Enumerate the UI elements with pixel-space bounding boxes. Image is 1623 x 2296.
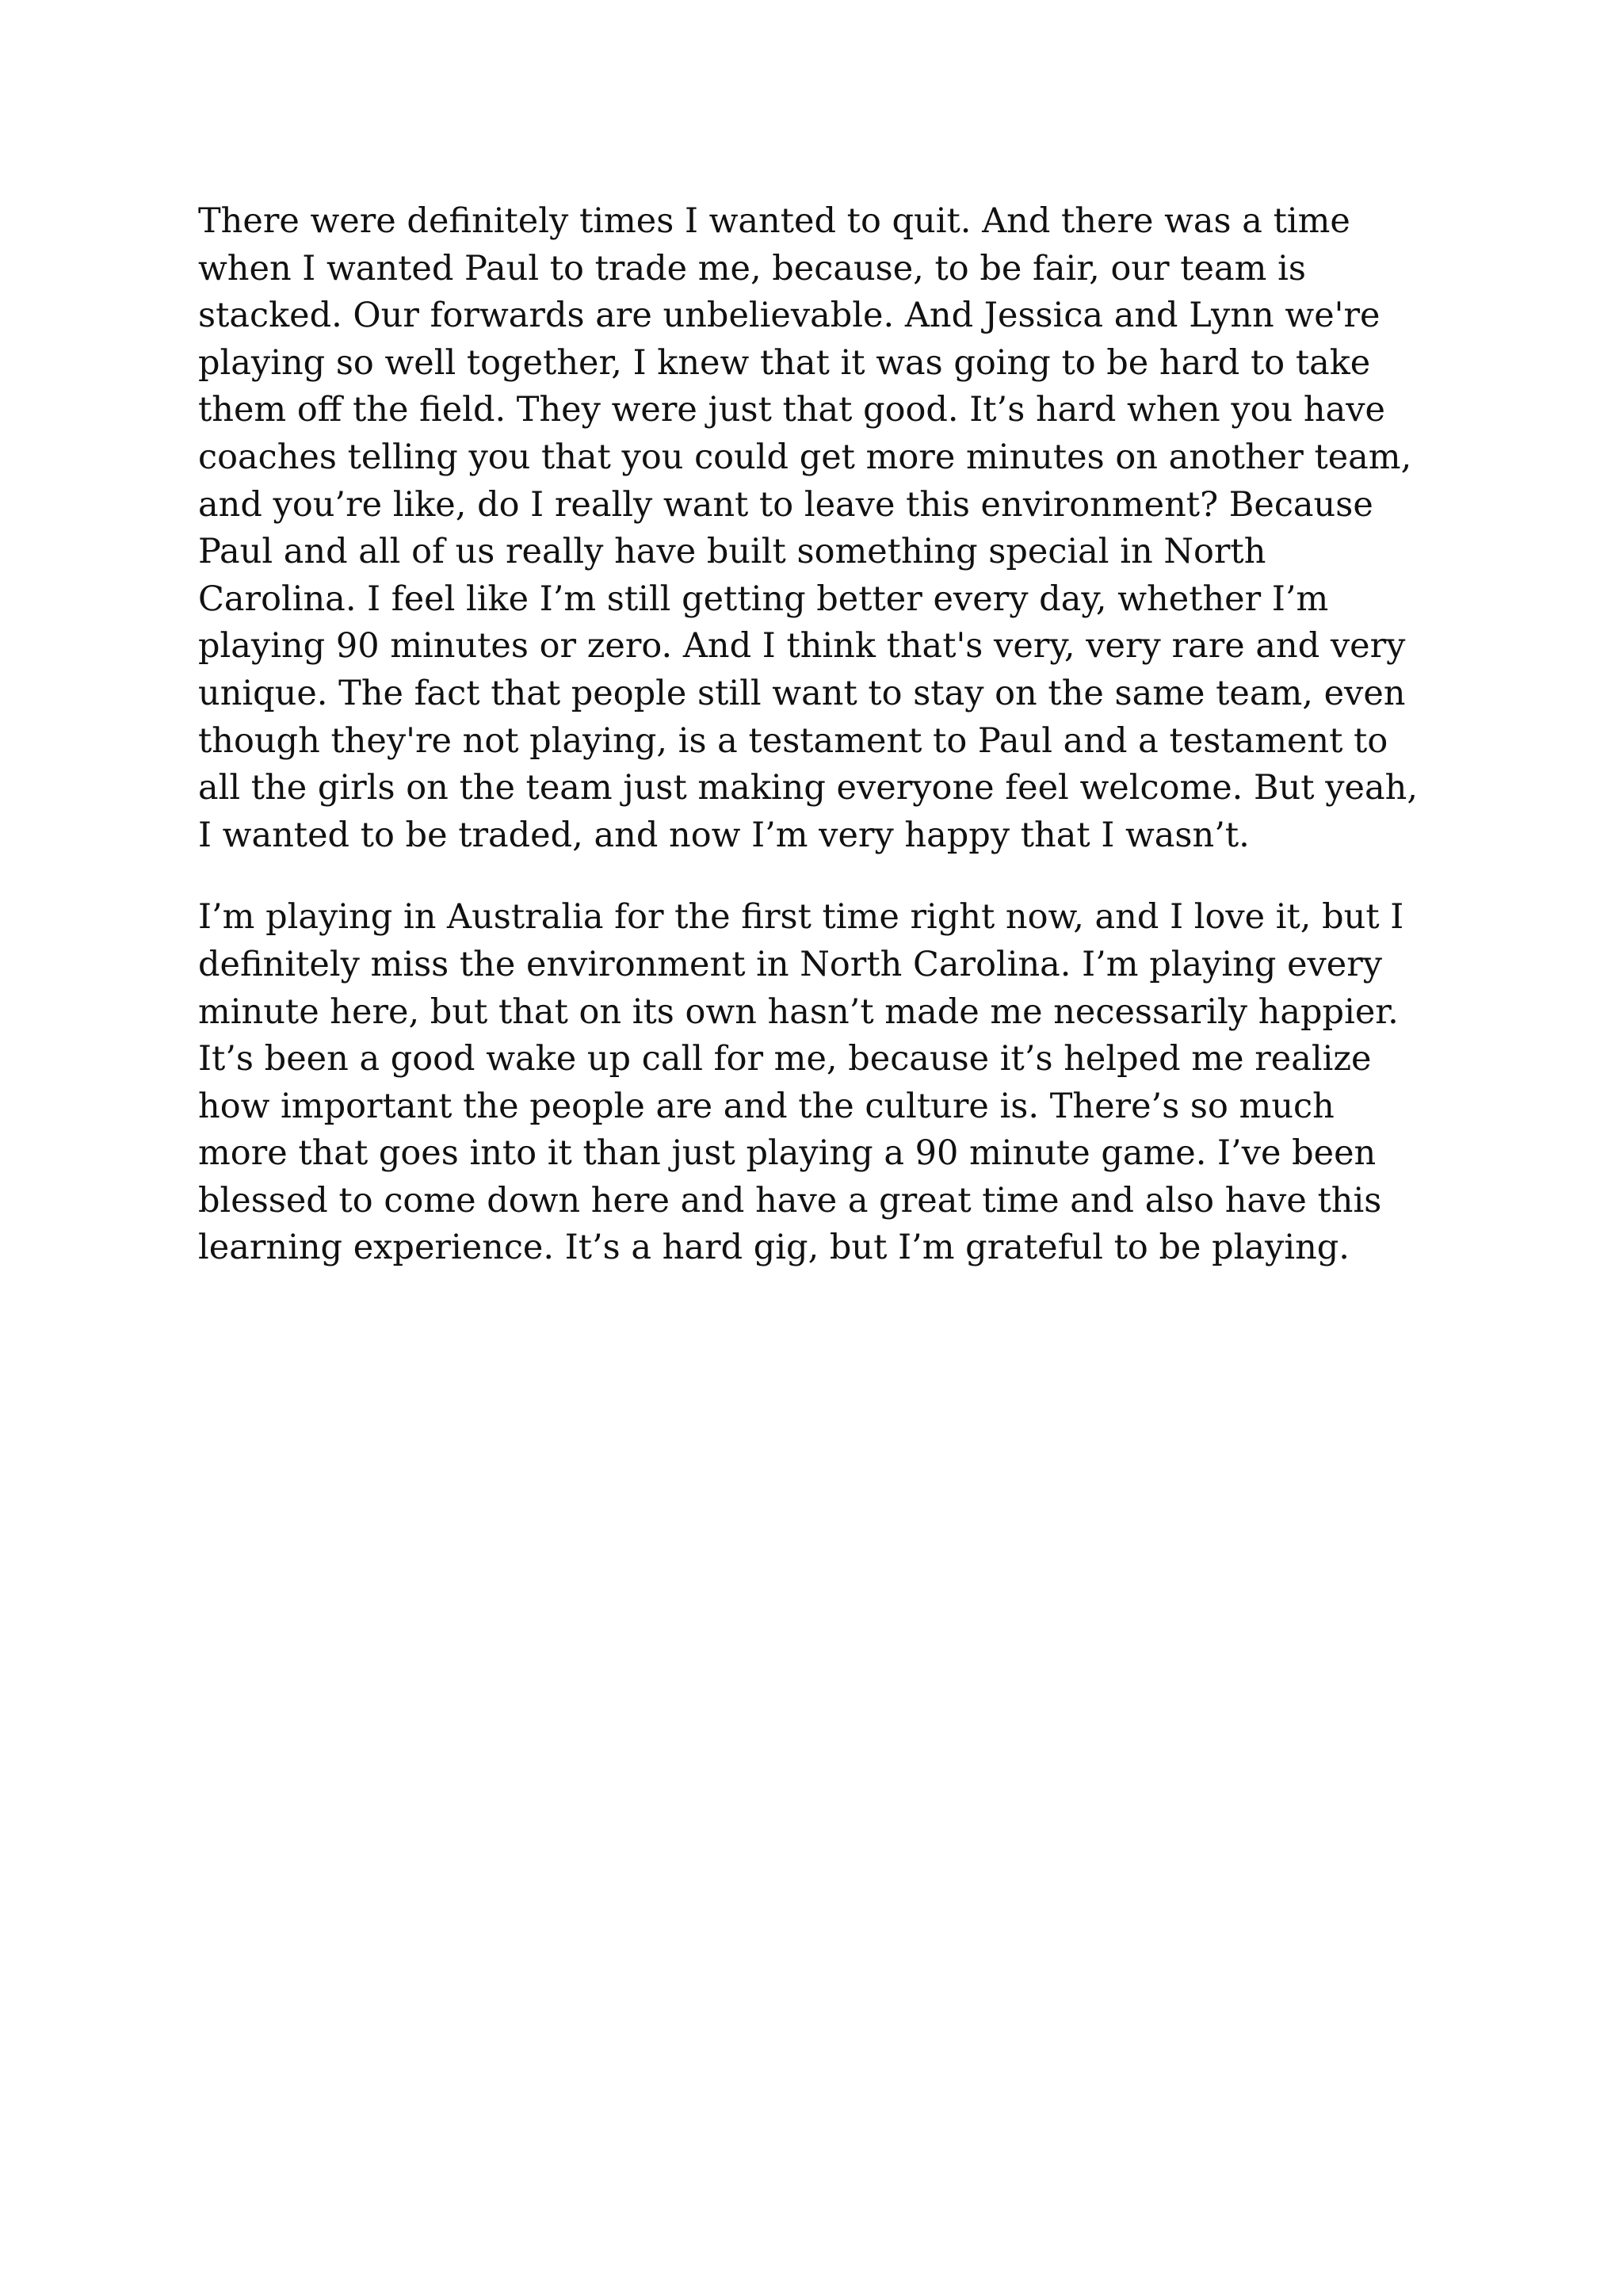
line: It’s been a good wake up call for me, because it’s helped me realize (198, 1039, 1372, 1079)
line: There were definitely times I wanted to quit. And there was a time (198, 201, 1350, 241)
paragraph-2 (198, 894, 1434, 1272)
line: more that goes into it than just playing a 90 minute game. I’ve been (198, 1133, 1377, 1174)
line: I’m playing in Australia for the first time right now, and I love it, but I (198, 897, 1404, 938)
line: and you’re like, do I really want to leave this environment? Because (198, 484, 1373, 525)
line: unique. The fact that people still want to stay on the same team, even (198, 673, 1406, 713)
line: when I wanted Paul to trade me, because, to be fair, our team is (198, 248, 1306, 288)
document-body (198, 198, 1434, 1272)
line: Paul and all of us really have built something special in North (198, 532, 1266, 572)
line: minute here, but that on its own hasn’t made me necessarily happier. (198, 991, 1399, 1032)
line: definitely miss the environment in North Carolina. I’m playing every (198, 944, 1383, 984)
line: stacked. Our forwards are unbelievable. And Jessica and Lynn we're (198, 296, 1381, 336)
line: blessed to come down here and have a great time and also have this (198, 1180, 1382, 1221)
paragraph-1 (198, 198, 1434, 859)
line: how important the people are and the culture is. There’s so much (198, 1086, 1335, 1126)
line: playing 90 minutes or zero. And I think that's very, very rare and very (198, 626, 1406, 667)
line: I wanted to be traded, and now I’m very happy that I wasn’t. (198, 815, 1250, 855)
line: learning experience. It’s a hard gig, but I’m grateful to be playing. (198, 1228, 1350, 1268)
line: though they're not playing, is a testament to Paul and a testament to (198, 720, 1388, 761)
line: Carolina. I feel like I’m still getting better every day, whether I’m (198, 579, 1329, 619)
line: playing so well together, I knew that it was going to be hard to take (198, 342, 1371, 383)
line: coaches telling you that you could get more minutes on another team, (198, 437, 1412, 477)
line: them off the field. They were just that good. It’s hard when you have (198, 390, 1385, 430)
line: all the girls on the team just making everyone feel welcome. But yeah, (198, 768, 1418, 808)
